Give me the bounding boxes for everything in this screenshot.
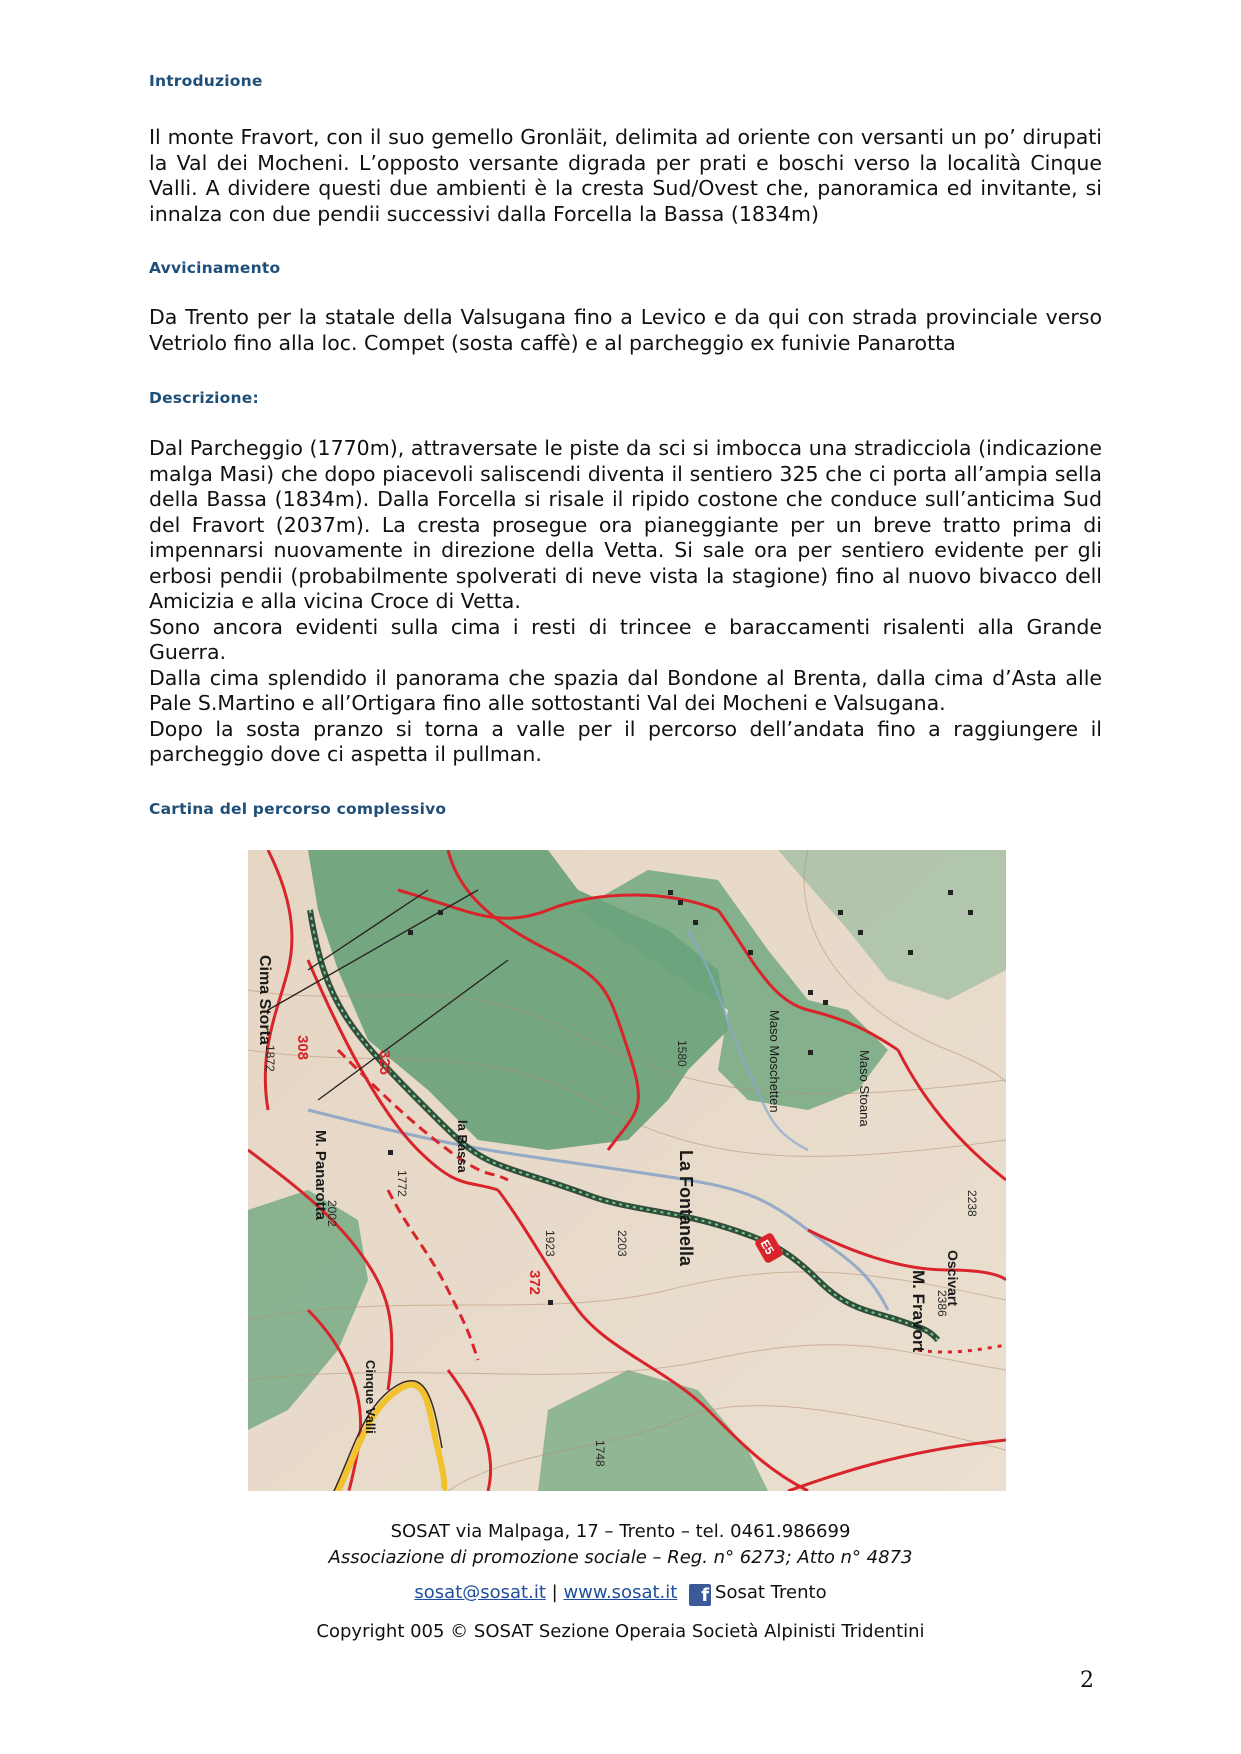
map-trail-number: 308 [294, 1035, 311, 1061]
email-link[interactable]: sosat@sosat.it [414, 1582, 546, 1603]
map-elevation-label: 1923 [543, 1230, 557, 1257]
map-elevation-label: 2002 [325, 1200, 339, 1227]
route-map [248, 850, 1006, 1491]
map-label-cima-storta: Cima Storta [256, 955, 273, 1045]
section-heading-introduzione: Introduzione [149, 72, 263, 90]
map-label-oscivart: Oscivart [945, 1250, 961, 1307]
map-label-fravort: M. Fravort [909, 1270, 928, 1353]
website-link[interactable]: www.sosat.it [563, 1582, 678, 1603]
description-paragraph: Sono ancora evidenti sulla cima i resti di trincee e baraccamenti risalenti alla Grande Guerra. [149, 614, 1102, 664]
map-elevation-label: 1872 [263, 1045, 277, 1072]
page-number: 2 [1080, 1668, 1094, 1693]
map-label-panarotta: M. Panarotta [312, 1130, 329, 1221]
section-heading-cartina: Cartina del percorso complessivo [149, 800, 447, 818]
map-trail-number: 372 [526, 1270, 543, 1296]
map-label-maso-stoana: Maso Stoana [857, 1050, 872, 1127]
map-elevation-label: 2238 [965, 1190, 979, 1217]
map-label-la-bassa: la Bassa [455, 1120, 470, 1173]
description-text [149, 436, 1102, 768]
description-paragraph: Dalla cima splendido il panorama che spazia dal Bondone al Brenta, dalla cima d’Asta alle Pale S.Martino e all’Ortigara fino alle sottostanti Val dei Mocheni e Valsugana. [149, 665, 1102, 715]
approach-paragraph: Da Trento per la statale della Valsugana fino a Levico e da qui con strada provinciale verso Vetriolo fino alla loc. Compet (sosta caffè) e al parcheggio ex funivie Panarotta [149, 305, 1102, 355]
intro-paragraph: Il monte Fravort, con il suo gemello Gronläit, delimita ad oriente con versanti un po’ dirupati la Val dei Mocheni. L’opposto versante digrada per prati e boschi verso la località Cinque Valli. A dividere questi due ambienti è la cresta Sud/Ovest che, panoramica ed invitante, si innalza con due pendii successivi dalla Forcella la Bassa (1834m) [149, 125, 1102, 226]
map-label-cinque-valli: Cinque Valli [363, 1360, 378, 1434]
section-heading-descrizione: Descrizione: [149, 389, 259, 407]
map-label-maso-moschetten: Maso Moschetten [767, 1010, 782, 1113]
map-label-fontanella: La Fontanella [676, 1150, 696, 1267]
map-elevation-label: 1580 [675, 1040, 689, 1067]
map-trail-e5: E5 [757, 1237, 778, 1257]
footer-association: Associazione di promozione sociale – Reg. n° 6273; Atto n° 4873 [328, 1547, 913, 1568]
footer-copyright: Copyright 005 © SOSAT Sezione Operaia Società Alpinisti Tridentini [316, 1621, 925, 1642]
description-paragraph: Dal Parcheggio (1770m), attraversate le piste da sci si imbocca una stradicciola (indicazione malga Masi) che dopo piacevoli saliscendi diventa il sentiero 325 che ci porta all’ampia sella della Bassa (1834m). Dalla Forcella si risale il ripido costone che conduce sull’anticima Sud del Fravort (2037m). La cresta prosegue ora pianeggiante per un breve tratto prima di impennarsi nuovamente in direzione della Vetta. Si sale ora per sentiero evidente per gli erbosi pendii (probabilmente spolverati di neve vista la stagione) fino al nuovo bivacco dell Amicizia e alla vicina Croce di Vetta. [149, 436, 1102, 613]
map-elevation-label: 2203 [615, 1230, 629, 1257]
map-trail-number: 325 [376, 1050, 393, 1076]
footer-contacts [0, 1582, 1241, 1606]
footer-separator: | [551, 1582, 558, 1603]
section-heading-avvicinamento: Avvicinamento [149, 259, 281, 277]
map-elevation-label: 2386 [935, 1290, 949, 1317]
map-elevation-label: 1748 [593, 1440, 607, 1467]
description-paragraph: Dopo la sosta pranzo si torna a valle per il percorso dell’andata fino a raggiungere il parcheggio dove ci aspetta il pullman. [149, 716, 1102, 766]
map-elevation-label: 1772 [395, 1170, 409, 1197]
facebook-label: Sosat Trento [715, 1582, 827, 1603]
footer-address: SOSAT via Malpaga, 17 – Trento – tel. 0461.986699 [390, 1521, 851, 1542]
facebook-icon[interactable]: f [689, 1584, 711, 1606]
